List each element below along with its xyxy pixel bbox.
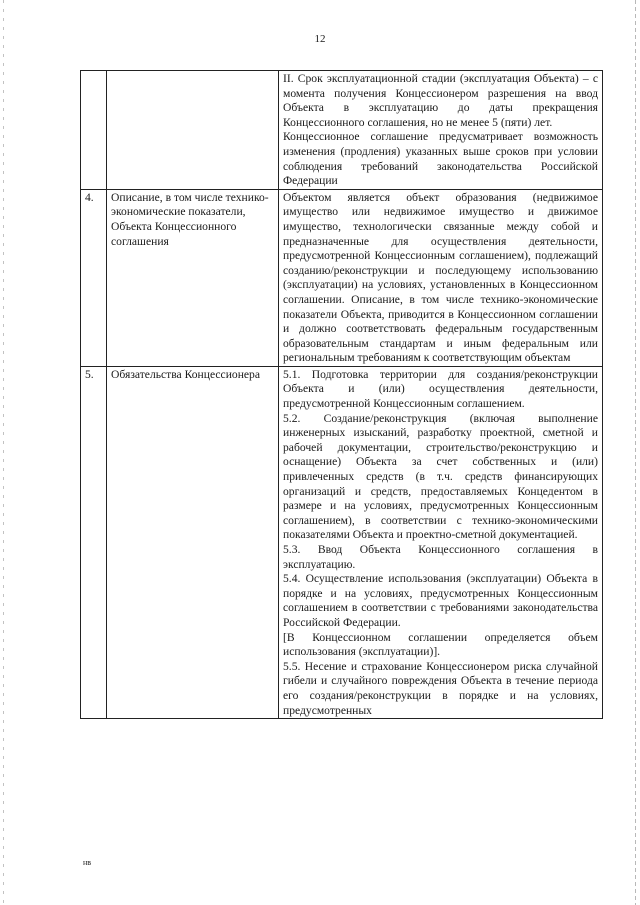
table-row xyxy=(81,71,603,190)
scan-edge-right xyxy=(635,0,636,905)
row-description: Описание, в том числе технико-экономические показатели, Объекта Концессионного соглашения xyxy=(107,189,279,366)
row-description xyxy=(107,71,279,190)
paragraph: 5.2. Создание/реконструкция (включая выполнение инженерных изысканий, разработку проектной, сметной и рабочей документации, строительство/реконструкцию и оснащение) Объекта за счет собственных и (или) привлеченных средств (в т.ч. средств финансирующих организаций и средств, предоставляемых Концедентом в размере и на условиях, предусмотренных Концессионным соглашением), в соответствии с технико-экономическими показателями Объекта и проектно-сметной документацией. xyxy=(283,411,598,542)
row-content xyxy=(279,71,603,190)
table-row xyxy=(81,366,603,718)
row-content xyxy=(279,366,603,718)
paragraph: Концессионное соглашение предусматривает возможность изменения (продления) указанных выше сроков при условии соблюдения требований законодательства Российской Федерации xyxy=(283,130,598,188)
footer-mark: нв xyxy=(83,858,92,867)
paragraph: Объектом является объект образования (недвижимое имущество или недвижимое имущество и движимое имущество, технологически связанные между собой и предназначенные для осуществления деятельности, предусмотренной Концессионным соглашением), подлежащий созданию/реконструкции и последующему использованию (эксплуатации) на условиях, установленных в Концессионном соглашении. Описание, в том числе технико-экономические показатели Объекта, приводится в Концессионном соглашении и должно соответствовать федеральным государственным образовательным стандартам и иным федеральным или региональным требованиям к соответствующим объектам xyxy=(283,190,598,365)
row-number: 5. xyxy=(81,366,107,718)
row-number xyxy=(81,71,107,190)
scan-edge-left xyxy=(3,0,4,905)
paragraph: 5.3. Ввод Объекта Концессионного соглашения в эксплуатацию. xyxy=(283,543,598,571)
page-number: 12 xyxy=(314,33,326,45)
paragraph: 5.4. Осуществление использования (эксплуатации) Объекта в порядке и на условиях, предусмотренных Концессионным соглашением в соответствии с требованиями законодательства Российской Федерации. xyxy=(283,572,598,629)
table-row xyxy=(81,189,603,366)
paragraph: [В Концессионном соглашении определяется объем использования (эксплуатации)]. xyxy=(283,630,598,659)
concession-terms-table xyxy=(80,70,603,719)
row-content xyxy=(279,189,603,366)
row-description: Обязательства Концессионера xyxy=(107,366,279,718)
row-number: 4. xyxy=(81,189,107,366)
paragraph: 5.1. Подготовка территории для создания/реконструкции Объекта и (или) осуществления деятельности, предусмотренной Концессионным соглашением. xyxy=(283,367,598,411)
paragraph: II. Срок эксплуатационной стадии (эксплуатация Объекта) – с момента получения Концессионером разрешения на ввод Объекта в эксплуатацию до даты прекращения Концессионного соглашения, но не менее 5 (пяти) лет. xyxy=(283,72,598,129)
paragraph: 5.5. Несение и страхование Концессионером риска случайной гибели и случайного повреждения Объекта в течение периода его создания/реконструкции в порядке и на условиях, предусмотренных xyxy=(283,659,598,717)
